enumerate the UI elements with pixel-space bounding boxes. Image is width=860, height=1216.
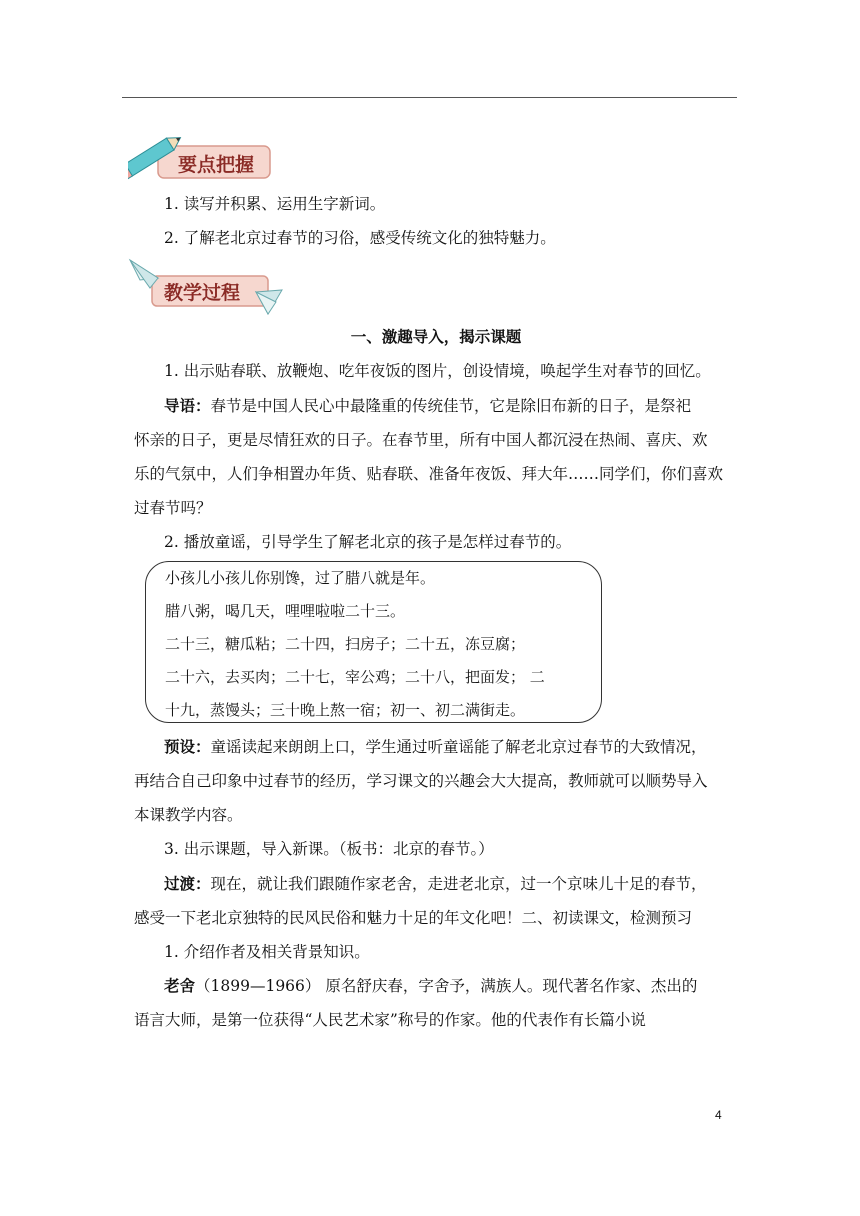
author-name: 老舍	[164, 977, 196, 995]
transition-line-1: 过渡：现在，就让我们跟随作家老舍，走进老北京，过一个京味儿十足的春节，	[164, 875, 707, 893]
key-point-1: 1. 读写并积累、运用生字新词。	[164, 195, 386, 213]
preset-line-2: 再结合自己印象中过春节的经历，学习课文的兴趣会大大提高，教师就可以顺势导入	[134, 772, 708, 790]
guide-line-2: 怀亲的日子，更是尽情狂欢的日子。在春节里，所有中国人都沉浸在热闹、喜庆、欢	[134, 431, 708, 449]
page-number: 4	[715, 1108, 722, 1122]
item-intro: 1. 介绍作者及相关背景知识。	[164, 943, 370, 961]
rhyme-line-3: 二十三，糖瓜粘；二十四，扫房子；二十五，冻豆腐；	[165, 635, 526, 653]
teaching-process-title: 教学过程	[164, 282, 241, 304]
preset-line-3: 本课教学内容。	[134, 806, 243, 824]
preset-label: 预设：	[164, 738, 211, 756]
guide-line-1: 导语：春节是中国人民心中最隆重的传统佳节，它是除旧布新的日子，是祭祀	[164, 397, 692, 415]
author-line-2: 语言大师，是第一位获得“人民艺术家”称号的作家。他的代表作有长篇小说	[134, 1011, 646, 1029]
teaching-process-badge	[128, 256, 283, 318]
item-3: 3. 出示课题，导入新课。（板书：北京的春节。）	[164, 840, 494, 858]
rhyme-line-5: 十九，蒸馒头；三十晚上熬一宿；初一、初二满街走。	[165, 701, 526, 719]
guide-line-3: 乐的气氛中，人们争相置办年货、贴春联、准备年夜饭、拜大年……同学们，你们喜欢	[134, 465, 724, 483]
rhyme-line-1: 小孩儿小孩儿你别馋，过了腊八就是年。	[165, 569, 436, 587]
header-rule	[122, 97, 737, 98]
guide-line-4: 过春节吗？	[134, 499, 212, 517]
item-2: 2. 播放童谣，引导学生了解老北京的孩子是怎样过春节的。	[164, 533, 572, 551]
key-points-badge	[128, 126, 278, 182]
preset-line-1: 预设：童谣读起来朗朗上口，学生通过听童谣能了解老北京过春节的大致情况，	[164, 738, 707, 756]
key-point-2: 2. 了解老北京过春节的习俗，感受传统文化的独特魅力。	[164, 229, 556, 247]
transition-line-2: 感受一下老北京独特的民风民俗和魅力十足的年文化吧！二、初读课文，检测预习	[134, 909, 693, 927]
key-points-title: 要点把握	[178, 154, 255, 176]
transition-label: 过渡：	[164, 875, 211, 893]
item-1: 1. 出示贴春联、放鞭炮、吃年夜饭的图片，创设情境，唤起学生对春节的回忆。	[164, 362, 711, 380]
rhyme-line-2: 腊八粥，喝几天，哩哩啦啦二十三。	[165, 602, 406, 620]
section-1-title: 一、激趣导入，揭示课题	[350, 328, 522, 346]
author-line-1: 老舍（1899—1966） 原名舒庆春，字舍予，满族人。现代著名作家、杰出的	[164, 977, 698, 995]
guide-label: 导语：	[164, 397, 211, 415]
rhyme-line-4: 二十六，去买肉；二十七，宰公鸡；二十八，把面发； 二	[165, 668, 545, 686]
